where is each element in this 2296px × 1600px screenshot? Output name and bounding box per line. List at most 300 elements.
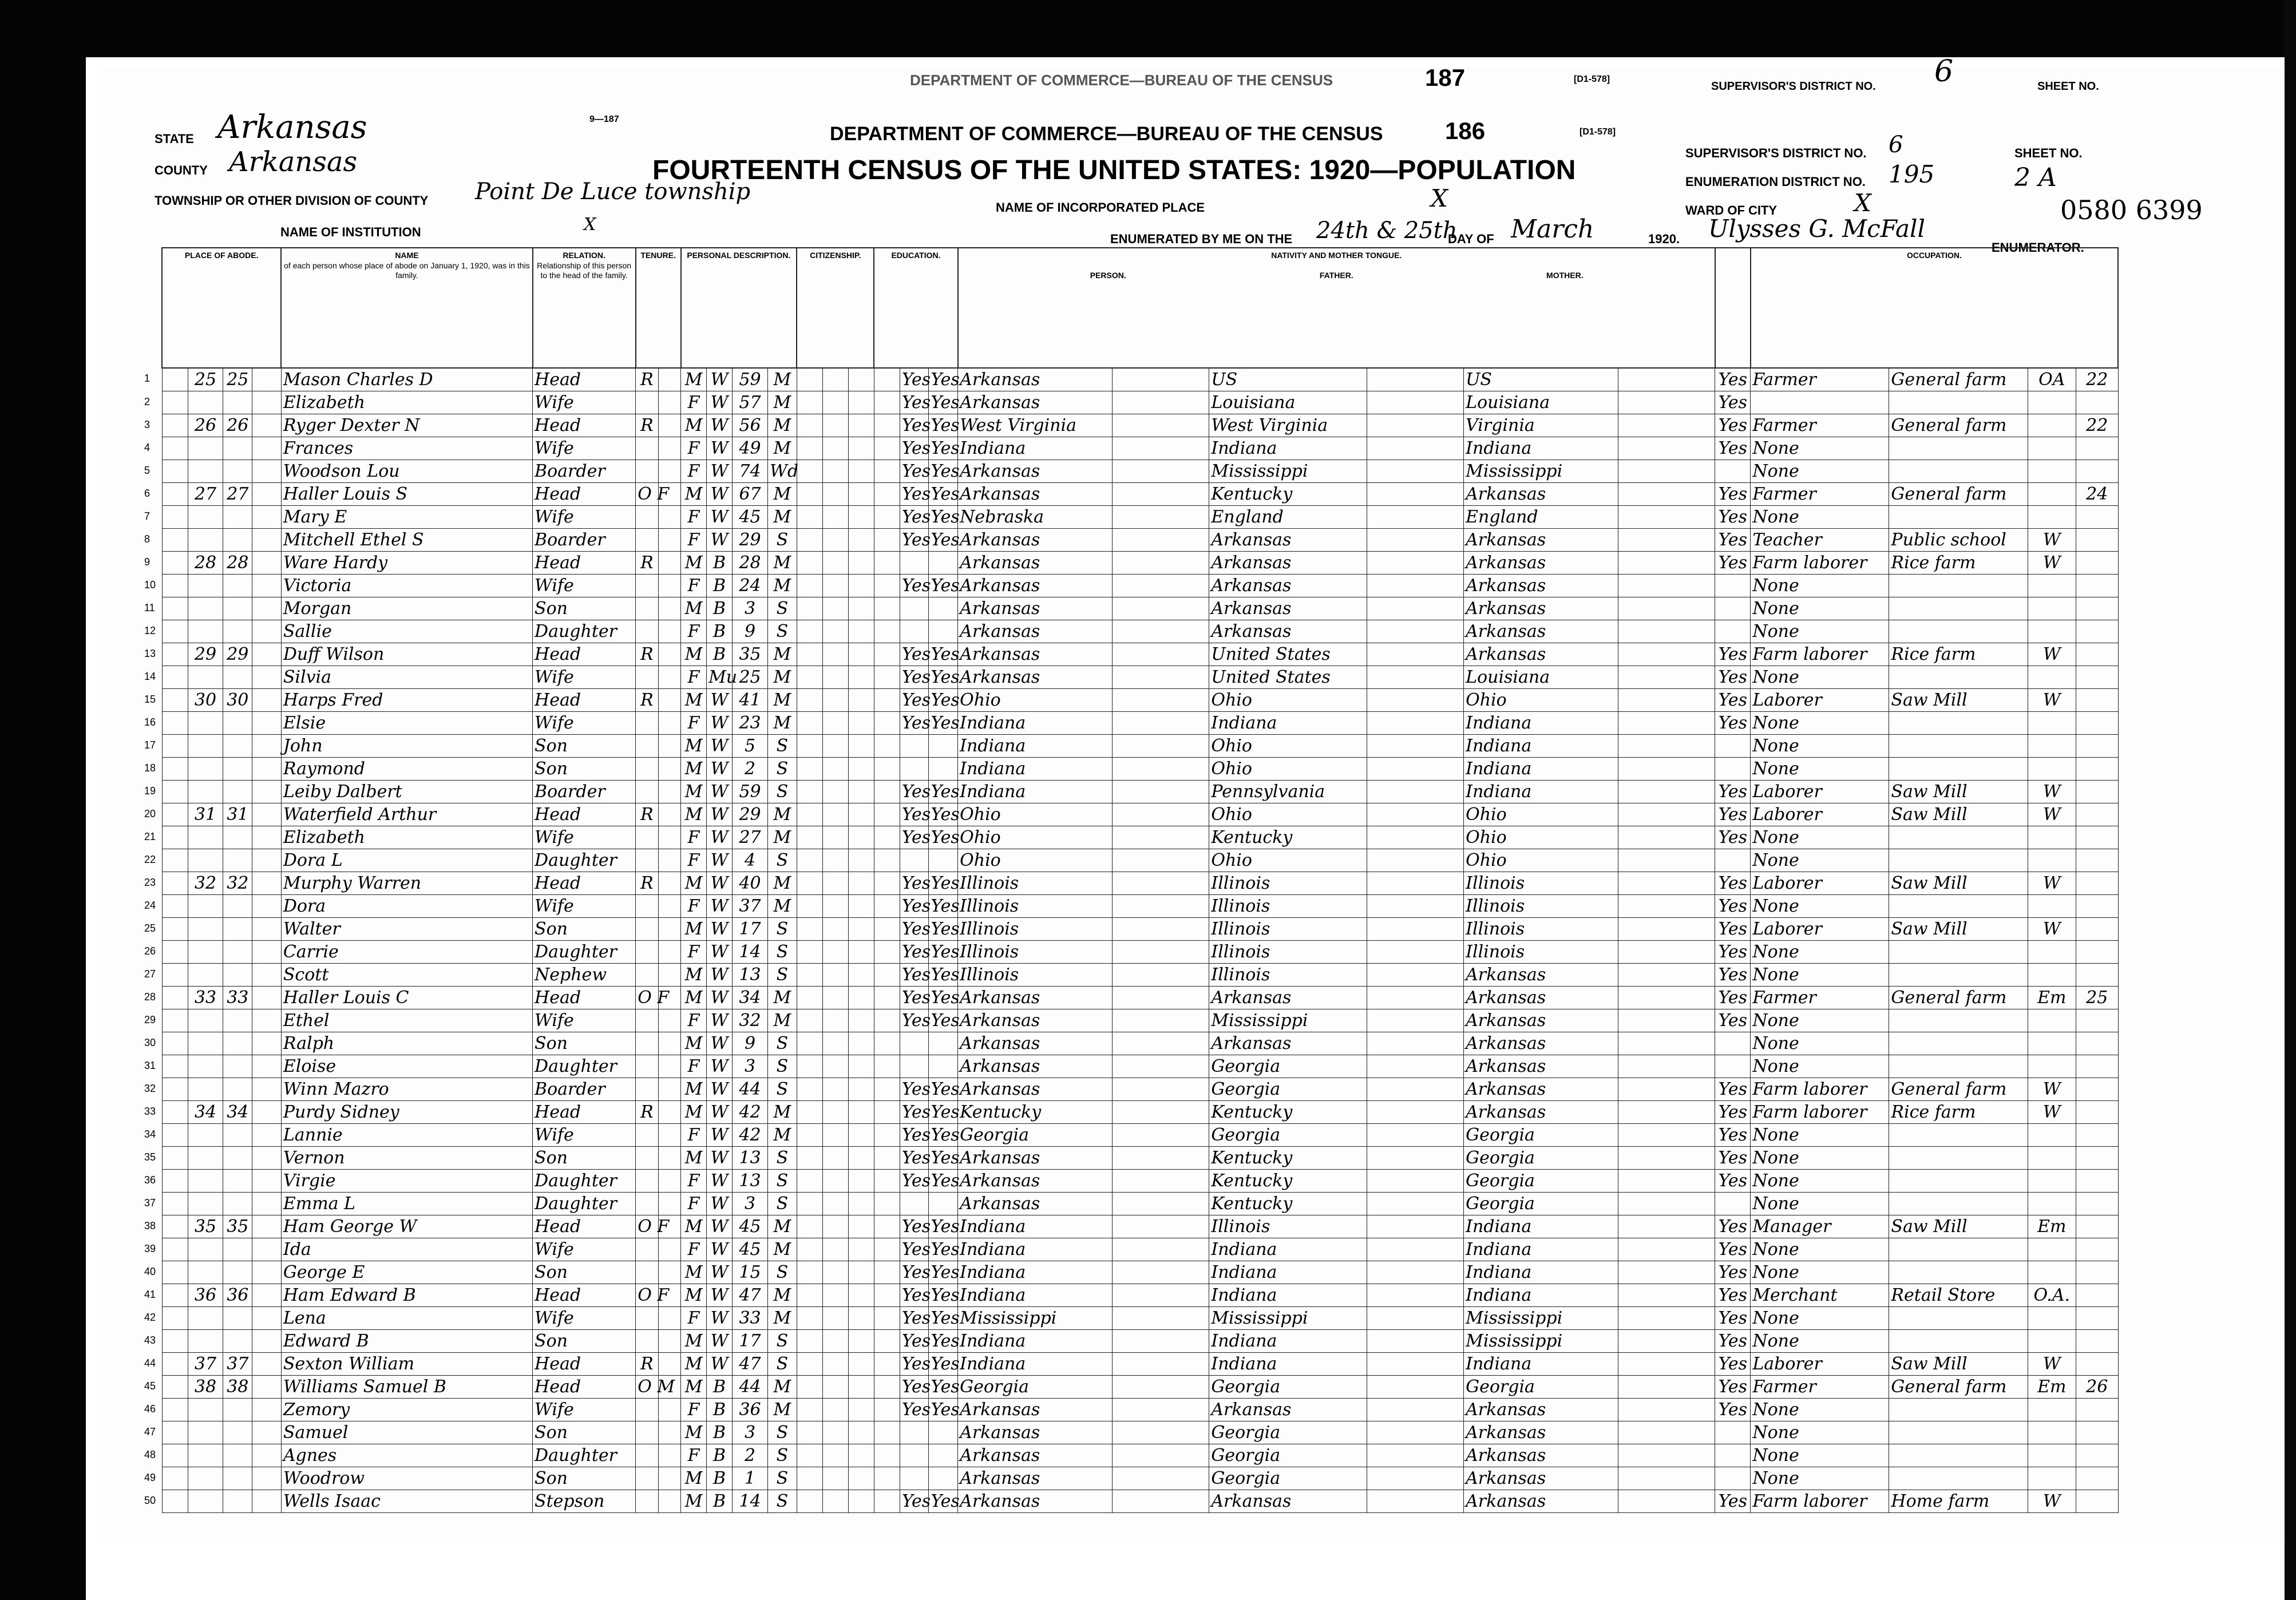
birthplace-cell: Arkansas [958,460,1113,483]
dwelling-cell [188,1055,223,1078]
street-cell [162,506,188,529]
table-row [162,1376,2118,1399]
table-row [162,529,2118,552]
mother-tongue-cell [1113,437,1209,460]
dwelling-cell [188,712,223,735]
naturalized-cell [822,529,848,552]
school-cell [874,391,900,414]
mother-mother-tongue-cell [1618,437,1715,460]
father-birthplace-cell: Georgia [1209,1444,1367,1467]
incorporated-value: X [1431,184,1448,212]
mother-birthplace-cell: Illinois [1464,872,1618,895]
father-birthplace-cell: Arkansas [1209,1399,1367,1421]
naturalization-year-cell [848,368,874,391]
mother-tongue-cell [1113,1238,1209,1261]
order-cell [252,643,282,666]
english-cell: Yes [1715,643,1751,666]
table-row [162,987,2118,1009]
school-cell [874,1124,900,1147]
race-cell: W [707,1124,733,1147]
family-cell [223,1009,252,1032]
mortgage-cell [658,620,680,643]
order-cell [252,987,282,1009]
dwelling-cell [188,575,223,597]
industry-cell: Rice farm [1889,1101,2028,1124]
mortgage-cell [658,1147,680,1170]
order-cell [252,826,282,849]
write-cell: Yes [929,712,958,735]
father-tongue-cell [1367,1261,1464,1284]
form-id-top: [D1-578] [1574,74,1610,84]
farm-code-cell [2076,1444,2118,1467]
mother-mother-tongue-cell [1618,552,1715,575]
mother-mother-tongue-cell [1618,1055,1715,1078]
name-cell: Agnes [281,1444,532,1467]
naturalization-year-cell [848,1055,874,1078]
name-header [281,248,532,368]
trade-cell: Merchant [1751,1284,1889,1307]
street-cell [162,803,188,826]
family-cell: 31 [223,803,252,826]
write-cell: Yes [929,1147,958,1170]
mother-tongue-cell [1113,575,1209,597]
order-cell [252,1399,282,1421]
marital-cell: S [768,1490,797,1513]
family-cell: 25 [223,368,252,391]
row-number: 39 [144,1242,156,1254]
write-cell: Yes [929,987,958,1009]
mother-mother-tongue-cell [1618,1032,1715,1055]
mother-tongue-cell [1113,506,1209,529]
mortgage-cell [658,803,680,826]
mortgage-cell [658,1170,680,1193]
naturalized-cell [822,941,848,964]
mother-birthplace-cell: Arkansas [1464,597,1618,620]
father-birthplace-cell: England [1209,506,1367,529]
immigration-cell [797,1078,822,1101]
english-cell: Yes [1715,1307,1751,1330]
immigration-cell [797,506,822,529]
naturalized-cell [822,1307,848,1330]
dwelling-cell [188,1307,223,1330]
sex-cell: M [681,1147,707,1170]
write-cell: Yes [929,529,958,552]
order-cell [252,552,282,575]
father-birthplace-cell: Illinois [1209,941,1367,964]
write-cell: Yes [929,1261,958,1284]
age-cell: 23 [733,712,768,735]
class-cell: W [2028,689,2076,712]
race-cell: B [707,597,733,620]
mortgage-cell [658,1444,680,1467]
name-cell: Ethel [281,1009,532,1032]
relation-cell: Daughter [533,941,636,964]
relation-cell: Boarder [533,460,636,483]
mortgage-cell [658,1490,680,1513]
order-cell [252,1147,282,1170]
industry-cell [1889,506,2028,529]
mother-birthplace-cell: Illinois [1464,895,1618,918]
owned-cell [636,666,658,689]
sex-cell: M [681,552,707,575]
census-rows [162,368,2118,1513]
class-cell: W [2028,1078,2076,1101]
sex-cell: M [681,1261,707,1284]
marital-cell: M [768,575,797,597]
mortgage-cell [658,368,680,391]
class-cell [2028,1009,2076,1032]
marital-cell: M [768,1215,797,1238]
age-cell: 42 [733,1124,768,1147]
table-row [162,849,2118,872]
name-cell: Ham Edward B [281,1284,532,1307]
enumerator-signature: Ulysses G. McFall [1708,215,1925,243]
birthplace-cell: Indiana [958,735,1113,758]
owned-cell: R [636,803,658,826]
marital-cell: M [768,1238,797,1261]
row-number: 4 [144,441,151,453]
mother-birthplace-cell: Georgia [1464,1170,1618,1193]
immigration-cell [797,987,822,1009]
immigration-cell [797,1170,822,1193]
order-cell [252,1078,282,1101]
school-cell [874,1490,900,1513]
mortgage-cell [658,918,680,941]
name-cell: Waterfield Arthur [281,803,532,826]
owned-cell [636,460,658,483]
read-cell: Yes [900,964,929,987]
read-cell: Yes [900,1399,929,1421]
row-number: 35 [144,1151,156,1163]
english-cell: Yes [1715,414,1751,437]
birthplace-cell: Ohio [958,849,1113,872]
father-tongue-cell [1367,964,1464,987]
order-cell [252,460,282,483]
race-cell: W [707,735,733,758]
father-tongue-cell [1367,918,1464,941]
school-cell [874,803,900,826]
read-cell: Yes [900,1376,929,1399]
naturalization-year-cell [848,1170,874,1193]
relation-cell: Head [533,987,636,1009]
age-cell: 9 [733,620,768,643]
farm-code-cell [2076,1215,2118,1238]
race-cell: W [707,506,733,529]
dwelling-cell: 30 [188,689,223,712]
relation-cell: Nephew [533,964,636,987]
owned-cell [636,1078,658,1101]
order-cell [252,1376,282,1399]
sex-cell: F [681,620,707,643]
table-row [162,1284,2118,1307]
farm-code-cell: 26 [2076,1376,2118,1399]
name-cell: Sallie [281,620,532,643]
immigration-cell [797,483,822,506]
dwelling-cell [188,964,223,987]
industry-cell: General farm [1889,483,2028,506]
industry-cell [1889,1399,2028,1421]
row-number: 2 [144,395,151,407]
row-number: 34 [144,1128,156,1140]
read-cell: Yes [900,803,929,826]
owned-cell [636,437,658,460]
row-number: 19 [144,785,156,797]
table-row [162,575,2118,597]
write-cell [929,735,958,758]
owned-cell: O M [636,1376,658,1399]
owned-cell [636,1238,658,1261]
father-tongue-cell [1367,987,1464,1009]
immigration-cell [797,758,822,781]
class-cell [2028,483,2076,506]
naturalization-year-cell [848,460,874,483]
mother-mother-tongue-cell [1618,1330,1715,1353]
mother-subheader: MOTHER. [1546,271,1584,280]
sex-cell: M [681,483,707,506]
naturalization-year-cell [848,987,874,1009]
father-birthplace-cell: Illinois [1209,872,1367,895]
family-cell [223,1330,252,1353]
institution-value: X [584,215,596,235]
table-row [162,1215,2118,1238]
class-cell [2028,437,2076,460]
english-cell [1715,1421,1751,1444]
name-cell: Sexton William [281,1353,532,1376]
class-cell [2028,1032,2076,1055]
relation-cell: Wife [533,437,636,460]
mortgage-cell [658,460,680,483]
family-cell [223,964,252,987]
sex-cell: F [681,1307,707,1330]
english-cell: Yes [1715,1238,1751,1261]
father-tongue-cell [1367,460,1464,483]
dwelling-cell [188,1421,223,1444]
mortgage-cell [658,1124,680,1147]
father-birthplace-cell: Mississippi [1209,1307,1367,1330]
scan-edge-right [2285,0,2296,1600]
school-cell [874,941,900,964]
relation-cell: Wife [533,826,636,849]
school-cell [874,1055,900,1078]
write-cell [929,1193,958,1215]
naturalization-year-cell [848,1193,874,1215]
marital-cell: M [768,483,797,506]
mother-birthplace-cell: Arkansas [1464,1444,1618,1467]
english-cell [1715,1032,1751,1055]
family-cell [223,1170,252,1193]
relation-cell: Son [533,758,636,781]
mother-birthplace-cell: Indiana [1464,758,1618,781]
table-row [162,735,2118,758]
street-cell [162,1399,188,1421]
marital-cell: S [768,735,797,758]
mother-birthplace-cell: Arkansas [1464,1467,1618,1490]
read-cell: Yes [900,1307,929,1330]
industry-cell [1889,1193,2028,1215]
mother-mother-tongue-cell [1618,941,1715,964]
mother-tongue-cell [1113,826,1209,849]
name-cell: Leiby Dalbert [281,781,532,803]
race-cell: W [707,460,733,483]
english-cell: Yes [1715,1009,1751,1032]
read-cell [900,597,929,620]
mother-tongue-cell [1113,941,1209,964]
mother-tongue-cell [1113,1101,1209,1124]
trade-cell [1751,391,1889,414]
relation-cell: Head [533,1353,636,1376]
farm-code-cell [2076,941,2118,964]
race-cell: W [707,1147,733,1170]
row-number: 31 [144,1059,156,1071]
write-cell: Yes [929,1078,958,1101]
marital-cell: S [768,1261,797,1284]
naturalized-cell [822,1124,848,1147]
scan-edge-left [0,0,86,1600]
row-number: 16 [144,716,156,728]
dwelling-cell [188,1467,223,1490]
naturalized-cell [822,712,848,735]
dwelling-cell: 29 [188,643,223,666]
dwelling-cell [188,1124,223,1147]
industry-cell [1889,1009,2028,1032]
relation-cell: Daughter [533,1055,636,1078]
age-cell: 28 [733,552,768,575]
mortgage-cell [658,1399,680,1421]
trade-cell: None [1751,1009,1889,1032]
class-cell [2028,414,2076,437]
class-cell [2028,758,2076,781]
race-cell: W [707,758,733,781]
father-birthplace-cell: Indiana [1209,1238,1367,1261]
father-tongue-cell [1367,895,1464,918]
name-cell: Elizabeth [281,826,532,849]
race-cell: B [707,1376,733,1399]
supervisor-label: SUPERVISOR'S DISTRICT NO. [1685,146,1867,160]
father-tongue-cell [1367,781,1464,803]
farm-code-cell [2076,1238,2118,1261]
sex-cell: F [681,575,707,597]
mother-birthplace-cell: Arkansas [1464,575,1618,597]
mortgage-cell [658,643,680,666]
naturalization-year-cell [848,1147,874,1170]
trade-cell: Farm laborer [1751,552,1889,575]
mother-mother-tongue-cell [1618,1490,1715,1513]
street-cell [162,368,188,391]
row-number: 32 [144,1082,156,1094]
order-cell [252,1307,282,1330]
dwelling-cell [188,1078,223,1101]
relation-cell: Wife [533,666,636,689]
street-cell [162,1147,188,1170]
birthplace-cell: Illinois [958,964,1113,987]
race-cell: W [707,849,733,872]
month-value: March [1511,215,1594,244]
sex-cell: M [681,872,707,895]
order-cell [252,895,282,918]
table-row [162,1078,2118,1101]
read-cell [900,1055,929,1078]
mother-birthplace-cell: Arkansas [1464,620,1618,643]
name-cell: Elsie [281,712,532,735]
mother-tongue-cell [1113,1353,1209,1376]
family-cell [223,575,252,597]
industry-cell [1889,712,2028,735]
order-cell [252,781,282,803]
mortgage-cell [658,506,680,529]
father-birthplace-cell: Kentucky [1209,1170,1367,1193]
row-number: 13 [144,647,156,659]
naturalized-cell [822,483,848,506]
english-cell [1715,575,1751,597]
english-cell: Yes [1715,1284,1751,1307]
naturalized-cell [822,391,848,414]
mother-mother-tongue-cell [1618,1170,1715,1193]
mother-tongue-cell [1113,1124,1209,1147]
mother-tongue-cell [1113,803,1209,826]
family-cell: 30 [223,689,252,712]
naturalized-cell [822,1399,848,1421]
age-cell: 42 [733,1101,768,1124]
age-cell: 13 [733,1170,768,1193]
father-tongue-cell [1367,414,1464,437]
birthplace-cell: Illinois [958,941,1113,964]
write-cell: Yes [929,803,958,826]
order-cell [252,391,282,414]
mother-birthplace-cell: Indiana [1464,1353,1618,1376]
marital-cell: S [768,1444,797,1467]
read-cell: Yes [900,1353,929,1376]
street-cell [162,895,188,918]
relation-cell: Son [533,1261,636,1284]
sheet-value: 2 A [2014,163,2057,192]
sex-cell: F [681,1238,707,1261]
owned-cell [636,1444,658,1467]
class-cell: W [2028,1101,2076,1124]
ward-label: WARD OF CITY [1685,203,1778,217]
sex-cell: M [681,689,707,712]
relation-cell: Head [533,414,636,437]
farm-code-cell [2076,964,2118,987]
tenure-header: TENURE. [636,248,681,368]
school-cell [874,1330,900,1353]
immigration-cell [797,1032,822,1055]
family-cell: 35 [223,1215,252,1238]
street-cell [162,1444,188,1467]
marital-cell: M [768,872,797,895]
family-cell: 26 [223,414,252,437]
sex-cell: M [681,414,707,437]
sex-cell: F [681,460,707,483]
order-cell [252,1009,282,1032]
class-cell [2028,1170,2076,1193]
naturalized-cell [822,689,848,712]
mother-mother-tongue-cell [1618,1284,1715,1307]
write-cell [929,620,958,643]
race-cell: B [707,1399,733,1421]
father-birthplace-cell: Georgia [1209,1124,1367,1147]
father-tongue-cell [1367,1170,1464,1193]
mother-mother-tongue-cell [1618,735,1715,758]
school-cell [874,666,900,689]
immigration-cell [797,1330,822,1353]
school-cell [874,712,900,735]
dwelling-cell [188,1399,223,1421]
relation-cell: Son [533,1147,636,1170]
table-row [162,1353,2118,1376]
school-cell [874,1307,900,1330]
row-number: 29 [144,1013,156,1025]
sex-cell: M [681,1353,707,1376]
